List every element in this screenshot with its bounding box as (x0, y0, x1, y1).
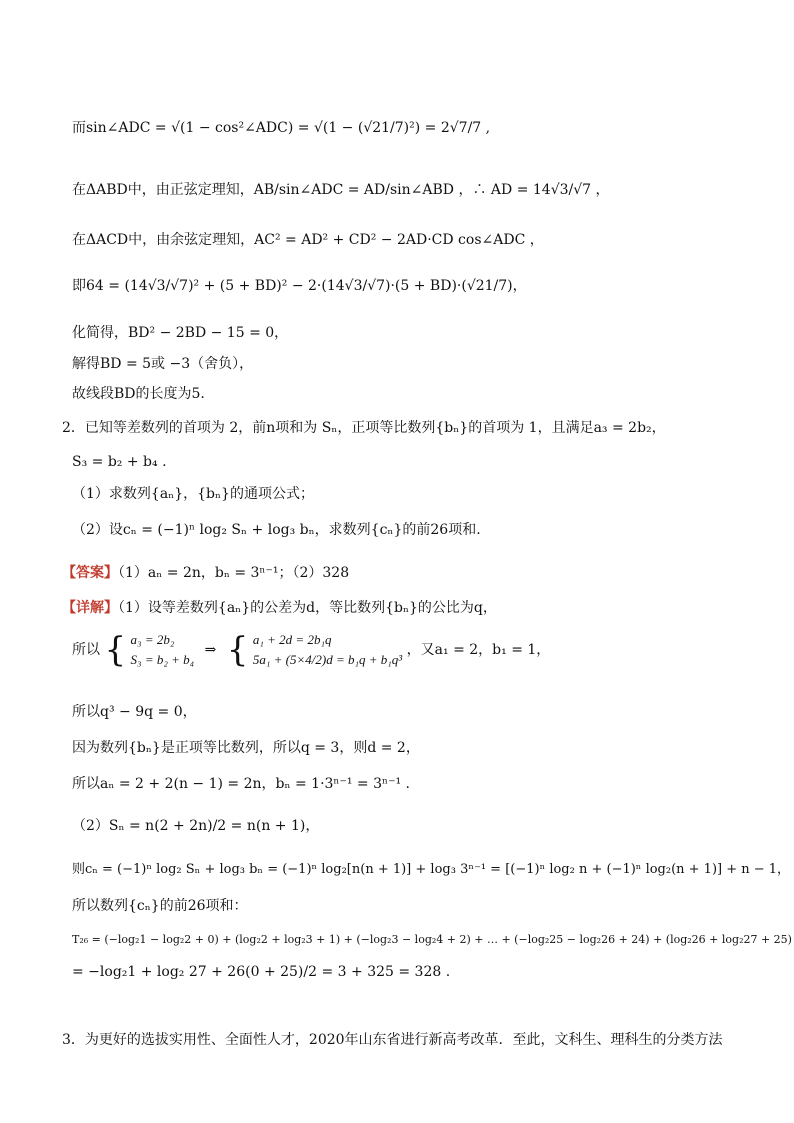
detail-tag: 【详解】 (62, 600, 118, 616)
solution-line-q-value: 因为数列{bₙ}是正项等比数列，所以q = 3，则d = 2， (72, 740, 420, 756)
solution-line-cn: 则cₙ = (−1)ⁿ log₂ Sₙ + log₃ bₙ = (−1)ⁿ log₂[n(n + 1)] + log₃ 3ⁿ⁻¹ = [(−1)ⁿ log₂ n + (−1)ⁿ log₂(n + 1)] + n − 1， (72, 862, 791, 877)
problem-2-condition: S₃ = b₂ + b₄ . (72, 454, 167, 470)
solution-line-sine-rule: 在ΔABD中，由正弦定理知，AB/sin∠ADC = AD/sin∠ABD ，∴ AD = 14√3/√7 ， (72, 182, 610, 198)
solution-line-conclusion: 故线段BD的长度为5. (72, 386, 205, 402)
equation-system-line: 所以 { a₃ = 2b₂ S₃ = b₂ + b₄ ⇒ { a₁ + 2d = 2b₁q 5a₁ + (5×4/2)d = b₁q + b₁q³ ，又a₁ = 2，b₁ = 1， (72, 630, 551, 670)
solution-line-t26-result: = −log₂1 + log₂ 27 + 26(0 + 25)/2 = 3 + 325 = 328 . (72, 964, 451, 980)
detail-line: 【详解】（1）设等差数列{aₙ}的公差为d，等比数列{bₙ}的公比为q， (62, 600, 497, 616)
problem-2-statement: 2．已知等差数列的首项为 2，前n项和为 Sₙ，正项等比数列{bₙ}的首项为 1，且满足a₃ = 2b₂， (62, 420, 666, 436)
problem-2-part-2: （2）设cₙ = (−1)ⁿ log₂ Sₙ + log₃ bₙ，求数列{cₙ}的前26项和. (72, 522, 481, 538)
answer-line: 【答案】（1）aₙ = 2n，bₙ = 3ⁿ⁻¹；（2）328 (62, 565, 350, 581)
problem-2-part-1: （1）求数列{aₙ}，{bₙ}的通项公式； (72, 486, 314, 502)
left-brace-symbol: { (104, 630, 127, 670)
solution-line-equation: 即64 = (14√3/√7)² + (5 + BD)² − 2·(14√3/√7)·(5 + BD)·(√21/7)， (72, 278, 527, 294)
solution-line-q-equation: 所以q³ − 9q = 0， (72, 704, 197, 720)
problem-3-statement: 3．为更好的选拔实用性、全面性人才，2020年山东省进行新高考改革．至此，文科生、理科生的分类方法 (62, 1032, 723, 1048)
system-2: a₁ + 2d = 2b₁q 5a₁ + (5×4/2)d = b₁q + b₁q³ (252, 632, 403, 667)
solution-line-general-terms: 所以aₙ = 2 + 2(n − 1) = 2n，bₙ = 1·3ⁿ⁻¹ = 3ⁿ⁻¹ . (72, 776, 410, 792)
solution-line-cosine-rule: 在ΔACD中，由余弦定理知，AC² = AD² + CD² − 2AD·CD cos∠ADC ， (72, 232, 544, 248)
solution-line-sin-adc: 而sin∠ADC = √(1 − cos²∠ADC) = √(1 − (√21/7)²) = 2√7/7 , (72, 120, 491, 136)
solution-line-simplify: 化简得，BD² − 2BD − 15 = 0， (72, 325, 289, 341)
system-1: a₃ = 2b₂ S₃ = b₂ + b₄ (130, 632, 195, 667)
solution-line-solve: 解得BD = 5或 −3（舍负）， (72, 356, 254, 372)
solution-line-sn: （2）Sₙ = n(2 + 2n)/2 = n(n + 1)， (72, 818, 320, 834)
answer-tag: 【答案】 (62, 565, 118, 581)
solution-line-t26-expansion: T₂₆ = (−log₂1 − log₂2 + 0) + (log₂2 + log₂3 + 1) + (−log₂3 − log₂4 + 2) + … + (−log₂25 − log₂26 + 24) + (log₂26 + log₂27 + 25) (72, 933, 792, 946)
left-brace-symbol-2: { (226, 630, 249, 670)
solution-line-sum-intro: 所以数列{cₙ}的前26项和： (72, 898, 248, 914)
